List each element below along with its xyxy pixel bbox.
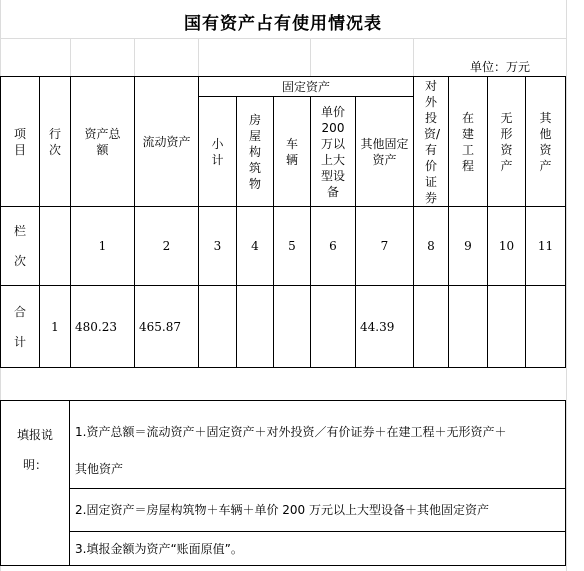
header-other-fixed-text: 其他固定资产 (360, 136, 409, 167)
note-line-1-cont: 其他资产 (75, 462, 124, 476)
header-fixed-assets-group: 固定资产 (281, 79, 330, 94)
total-row-label-text: 合计 (13, 304, 26, 349)
other-fixed-value: 44.39 (360, 319, 395, 334)
grid-line (566, 0, 567, 571)
investments-value (414, 286, 448, 367)
notes-border (69, 488, 566, 489)
column-number: 4 (251, 239, 259, 253)
header-construction (449, 77, 487, 206)
vehicles-value (274, 286, 310, 367)
column-number: 5 (288, 239, 296, 253)
notes-border (0, 400, 1, 566)
notes-border (565, 400, 566, 566)
column-number: 3 (213, 239, 222, 253)
header-large-equipment (311, 97, 355, 206)
header-intangible-text: 无形资产 (500, 110, 513, 173)
grid-line (0, 38, 566, 39)
header-investments (414, 77, 448, 206)
table-border (565, 76, 566, 368)
notes-border (0, 400, 566, 401)
header-row-no-text: 行次 (48, 126, 61, 157)
notes-label-text: 填报说明： (16, 428, 53, 472)
header-other-assets-text: 其他资产 (539, 110, 552, 173)
header-total-assets (71, 77, 134, 206)
header-large-equipment-text: 单价200万以上大型设备 (320, 104, 345, 199)
header-item (1, 77, 39, 206)
header-current-assets (135, 77, 198, 206)
grid-line (413, 38, 414, 76)
header-investments-text: 对外投资/有价证券 (424, 78, 441, 205)
construction-value (449, 286, 487, 367)
unit-label: 单位：万元 (470, 60, 531, 74)
table-border (0, 367, 566, 368)
header-subtotal-text: 小计 (211, 136, 224, 167)
note-line-2: 2.固定资产＝房屋构筑物＋车辆＋单价 200 万元以上大型设备＋其他固定资产 (75, 503, 489, 517)
grid-line (310, 38, 311, 76)
total-row-label (1, 286, 39, 367)
current-assets-value: 465.87 (139, 319, 181, 334)
column-number: 10 (498, 239, 515, 253)
notes-border (69, 531, 566, 532)
grid-line (198, 38, 199, 76)
notes-border (69, 400, 70, 566)
header-total-assets-text: 资产总额 (84, 126, 121, 157)
header-current-assets-text: 流动资产 (142, 134, 191, 149)
column-number: 6 (329, 239, 337, 253)
header-item-text: 项目 (13, 126, 26, 157)
total-row-number: 1 (51, 319, 59, 334)
grid-line (70, 38, 71, 76)
notes-border (0, 565, 566, 566)
fixed-subtotal-value (199, 286, 236, 367)
column-number: 1 (98, 239, 107, 253)
intangible-value (488, 286, 525, 367)
header-buildings-text: 房屋构筑物 (248, 112, 261, 191)
header-row-no (40, 77, 70, 206)
column-number: 7 (380, 239, 389, 253)
note-line-3: 3.填报金额为资产“账面原值”。 (75, 542, 243, 556)
header-intangible (488, 77, 525, 206)
column-number: 9 (464, 239, 472, 253)
page-title: 国有资产占有使用情况表 (184, 13, 382, 34)
total-assets-value: 480.23 (75, 319, 117, 334)
header-subtotal (199, 97, 236, 206)
header-vehicles (274, 97, 310, 206)
column-number: 2 (162, 239, 171, 253)
header-other-assets (526, 77, 565, 206)
header-other-fixed (356, 97, 413, 206)
note-line-1: 1.资产总额＝流动资产＋固定资产＋对外投资／有价证券＋在建工程＋无形资产＋ (75, 425, 507, 439)
header-construction-text: 在建工程 (461, 110, 474, 173)
buildings-value (237, 286, 273, 367)
column-number: 8 (427, 239, 435, 253)
header-buildings (237, 97, 273, 206)
notes-label (2, 420, 68, 486)
large-equipment-value (311, 286, 355, 367)
header-vehicles-text: 车辆 (285, 136, 298, 167)
grid-line (134, 38, 135, 76)
column-row-label (1, 207, 39, 285)
other-assets-value (526, 286, 565, 367)
column-number: 11 (537, 239, 554, 253)
column-row-label-text: 栏次 (13, 224, 26, 268)
